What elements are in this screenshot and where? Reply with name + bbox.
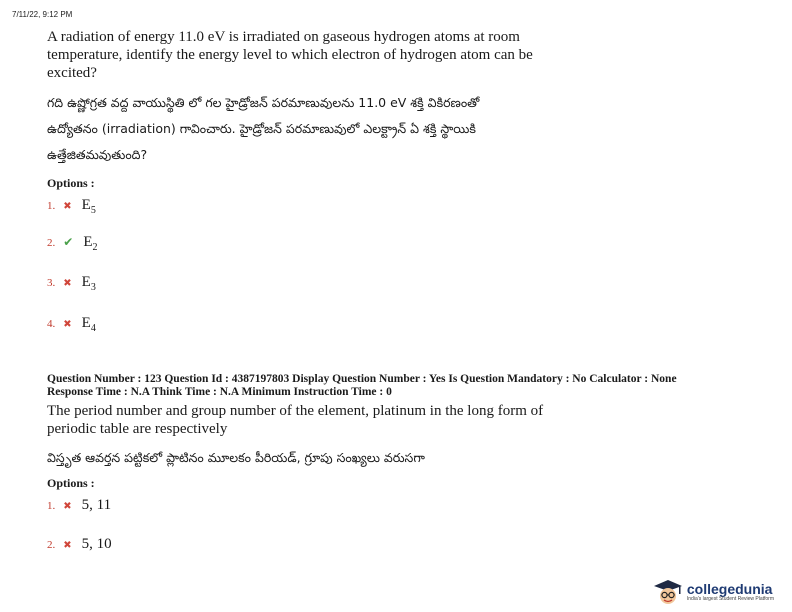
q2-text-english xyxy=(47,402,587,438)
q1-option-4[interactable] xyxy=(47,314,96,334)
cross-icon: ✖ xyxy=(63,319,72,330)
q1-telugu-line: ఉత్తేజితమవుతుంది? xyxy=(47,147,148,162)
q1-options-label: Options : xyxy=(47,176,95,190)
q1-english-line: temperature, identify the energy level to which electron of hydrogen atom can be xyxy=(47,47,533,63)
q2-english-line: periodic table are respectively xyxy=(47,421,228,437)
q1-english-line: excited? xyxy=(47,65,97,81)
q2-option-2[interactable] xyxy=(47,535,112,553)
cross-icon: ✖ xyxy=(63,201,72,212)
logo-name: collegedunia xyxy=(686,581,773,597)
cross-icon: ✖ xyxy=(63,540,72,551)
option-number: 2. xyxy=(47,539,56,551)
option-text: $E_3$ xyxy=(81,274,96,293)
q1-option-2[interactable] xyxy=(47,233,97,253)
collegedunia-logo xyxy=(653,578,774,606)
option-number: 1. xyxy=(47,500,56,512)
option-text: $E_4$ xyxy=(81,315,96,334)
q1-telugu-line: గది ఉష్ణోగ్రత వద్ద వాయుస్థితి లో గల హైడ్రోజన్ పరమాణువులను 11.0 eV శక్తి వికిరణంతో xyxy=(47,95,480,110)
graduate-mascot-icon xyxy=(653,578,683,606)
q1-text-telugu xyxy=(47,95,607,167)
q2-meta xyxy=(47,373,747,399)
q2-text-telugu: విస్తృత ఆవర్తన పట్టికలో ప్లాటినం మూలకం పీరియడ్, గ్రూపు సంఖ్యలు వరుసగా xyxy=(47,450,425,465)
q2-english-line: The period number and group number of the element, platinum in the long form of xyxy=(47,403,544,419)
option-text: $E_5$ xyxy=(81,197,96,216)
check-icon: ✔ xyxy=(63,235,74,249)
q2-option-1[interactable] xyxy=(47,496,111,514)
q1-telugu-line: ఉద్యోతనం (irradiation) గావించారు. హైడ్రోజన్ పరమాణువులో ఎలక్ట్రాన్ ఏ శక్తి స్థాయికి xyxy=(47,121,476,136)
q1-english-line: A radiation of energy 11.0 eV is irradiated on gaseous hydrogen atoms at room xyxy=(47,29,520,45)
q1-text-english xyxy=(47,28,587,82)
q2-meta-line: Response Time : N.A Think Time : N.A Minimum Instruction Time : 0 xyxy=(47,386,392,398)
option-number: 3. xyxy=(47,277,56,289)
q1-option-1[interactable] xyxy=(47,196,96,216)
cross-icon: ✖ xyxy=(63,501,72,512)
option-text: $E_2$ xyxy=(83,234,98,253)
option-number: 1. xyxy=(47,200,56,212)
option-number: 2. xyxy=(47,237,56,249)
option-number: 4. xyxy=(47,318,56,330)
cross-icon: ✖ xyxy=(63,278,72,289)
option-text: 5, 10 xyxy=(81,536,112,552)
logo-tagline: India's largest Student Review Platform xyxy=(686,596,774,602)
print-timestamp: 7/11/22, 9:12 PM xyxy=(12,10,73,19)
q2-options-label: Options : xyxy=(47,476,95,490)
q1-option-3[interactable] xyxy=(47,273,96,293)
option-text: 5, 11 xyxy=(81,497,112,513)
q2-meta-line: Question Number : 123 Question Id : 4387197803 Display Question Number : Yes Is Question Mandatory : No Calculator : None xyxy=(47,373,677,385)
